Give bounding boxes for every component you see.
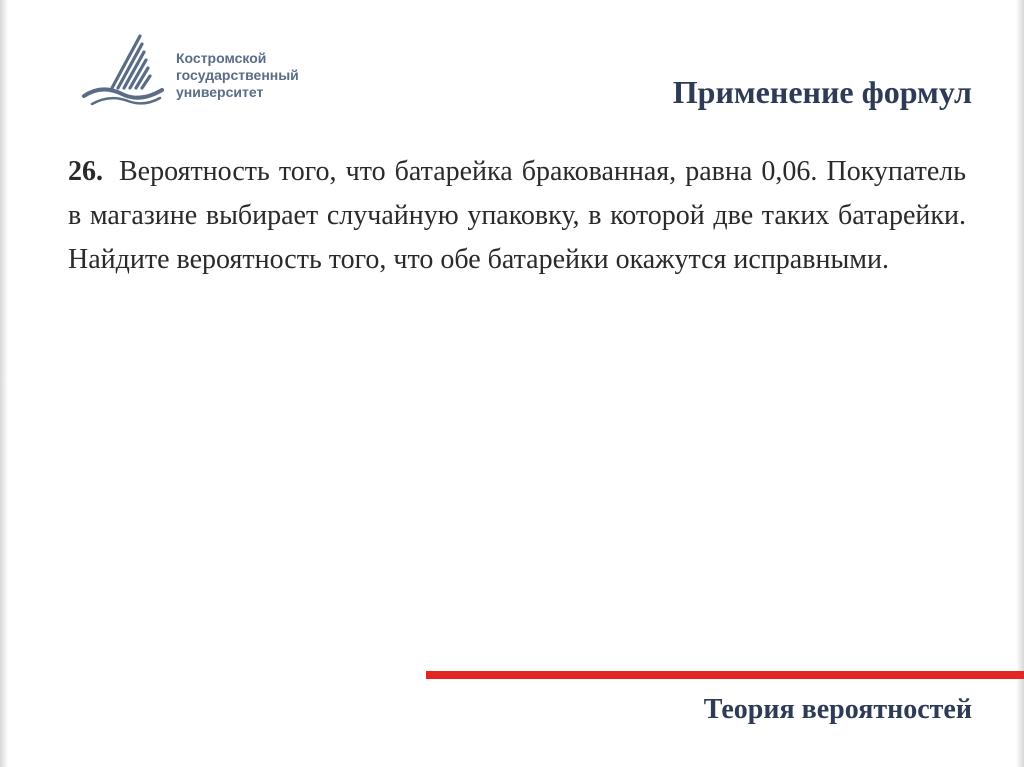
slide-title: Применение формул <box>672 74 972 110</box>
accent-divider-fill <box>426 671 1024 679</box>
logo-line: государственный <box>176 67 299 83</box>
university-logo <box>78 30 348 110</box>
slide-edge-left <box>0 0 8 767</box>
slide-edge-right <box>1016 0 1024 767</box>
accent-divider <box>426 671 1024 679</box>
footer-title: Теория вероятностей <box>703 694 972 725</box>
logo-line: Костромской <box>176 50 267 66</box>
logo-text <box>176 50 299 101</box>
problem-body: Вероятность того, что батарейка бракованная, равна 0,06. Покупатель в магазине выбирает случайную упаковку, в которой две таких батарейки. Найдите вероятность того, что обе батарейки окажутся исправными. <box>68 156 966 275</box>
ksu-logo-icon <box>78 30 168 110</box>
problem-text <box>68 150 966 282</box>
logo-line: университет <box>176 84 264 100</box>
problem-number: 26. <box>68 156 103 187</box>
